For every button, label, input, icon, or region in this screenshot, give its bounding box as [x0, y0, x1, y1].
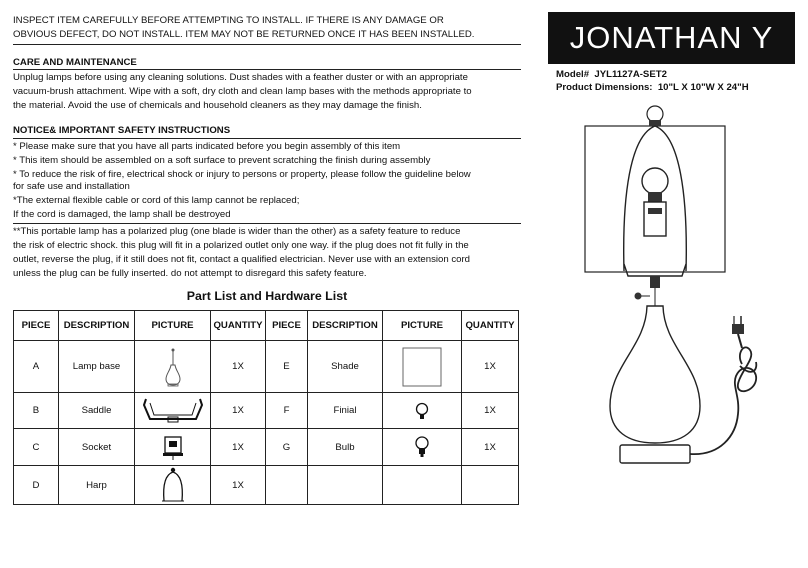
care-line: Unplug lamps before using any cleaning solutions. Dust shades with a feather duster or with an appropriate: [13, 72, 468, 83]
care-line: vacuum-brush attachment. Wipe with a soft, dry cloth and clean lamp bases with the methods appropriate to: [13, 86, 472, 97]
quantity-cell: 1X: [462, 393, 519, 429]
quantity-cell: 1X: [211, 429, 266, 466]
picture-cell: [383, 429, 462, 466]
column-header: PIECE: [14, 311, 59, 341]
harp-icon: [158, 467, 188, 503]
description-cell: Bulb: [308, 429, 383, 466]
column-header: DESCRIPTION: [308, 311, 383, 341]
piece-cell: D: [14, 466, 59, 505]
column-header: QUANTITY: [211, 311, 266, 341]
quantity-cell: 1X: [462, 429, 519, 466]
saddle-icon: [142, 397, 204, 425]
column-header: DESCRIPTION: [59, 311, 135, 341]
piece-cell: G: [266, 429, 308, 466]
picture-cell: [383, 466, 462, 505]
shade-icon: [402, 347, 442, 387]
safety-line: * This item should be assembled on a soft surface to prevent scratching the finish during assembly: [13, 155, 431, 166]
description-cell: Harp: [59, 466, 135, 505]
piece-cell: F: [266, 393, 308, 429]
dimensions-label: Product Dimensions:: [556, 82, 653, 93]
quantity-cell: 1X: [211, 466, 266, 505]
socket-icon: [160, 434, 186, 460]
table-row: [14, 341, 519, 393]
safety-line: * To reduce the risk of fire, electrical shock or injury to persons or property, please follow the guideline below: [13, 169, 471, 180]
safety-line: If the cord is damaged, the lamp shall be destroyed: [13, 209, 231, 220]
safety-line: for safe use and installation: [13, 181, 130, 192]
care-line: the material. Avoid the use of chemicals and household cleaners as they may damage the finish.: [13, 100, 422, 111]
divider: [13, 223, 521, 224]
piece-cell: A: [14, 341, 59, 393]
table-header-row: [14, 311, 519, 341]
quantity-cell: 1X: [211, 393, 266, 429]
picture-cell: [135, 393, 211, 429]
parts-table: [13, 310, 519, 505]
lamp-base-icon: [163, 347, 183, 387]
column-header: PIECE: [266, 311, 308, 341]
picture-cell: [135, 429, 211, 466]
model-number: JYL1127A-SET2: [594, 69, 667, 80]
dimensions-line: [556, 81, 749, 94]
plug-line: the risk of electric shock. this plug will fit in a polarized outlet only one way. if the plug does not fit fully in the: [13, 240, 469, 251]
description-cell: Lamp base: [59, 341, 135, 393]
safety-heading: NOTICE& IMPORTANT SAFETY INSTRUCTIONS: [13, 125, 231, 136]
description-cell: Finial: [308, 393, 383, 429]
description-cell: [308, 466, 383, 505]
brand-logo: JONATHAN Y: [548, 12, 795, 64]
plug-line: unless the plug can be fully inserted. do not attempt to disregard this safety feature.: [13, 268, 367, 279]
divider: [13, 138, 521, 139]
divider: [13, 69, 521, 70]
quantity-cell: 1X: [211, 341, 266, 393]
notice-line-2: OBVIOUS DEFECT, DO NOT INSTALL. ITEM MAY NOT BE RETURNED ONCE IT HAS BEEN INSTALLED.: [13, 29, 475, 40]
description-cell: Socket: [59, 429, 135, 466]
finial-icon: [414, 402, 430, 420]
divider: [13, 44, 521, 45]
column-header: PICTURE: [383, 311, 462, 341]
quantity-cell: [462, 466, 519, 505]
bulb-icon: [414, 436, 430, 458]
picture-cell: [135, 341, 211, 393]
column-header: QUANTITY: [462, 311, 519, 341]
piece-cell: E: [266, 341, 308, 393]
table-row: [14, 429, 519, 466]
dimensions-value: 10"L X 10"W X 24"H: [657, 82, 749, 93]
model-line: [556, 68, 667, 81]
description-cell: Shade: [308, 341, 383, 393]
picture-cell: [383, 341, 462, 393]
quantity-cell: 1X: [462, 341, 519, 393]
column-header: PICTURE: [135, 311, 211, 341]
parts-title: Part List and Hardware List: [186, 289, 348, 303]
picture-cell: [383, 393, 462, 429]
piece-cell: C: [14, 429, 59, 466]
notice-line-1: INSPECT ITEM CAREFULLY BEFORE ATTEMPTING TO INSTALL. IF THERE IS ANY DAMAGE OR: [13, 15, 444, 26]
lamp-assembly-illustration: [560, 96, 770, 466]
description-cell: Saddle: [59, 393, 135, 429]
safety-line: *The external flexible cable or cord of this lamp cannot be replaced;: [13, 195, 300, 206]
plug-line: **This portable lamp has a polarized plug (one blade is wider than the other) as a safety feature to reduce: [13, 226, 461, 237]
safety-line: * Please make sure that you have all parts indicated before you begin assembly of this item: [13, 141, 401, 152]
picture-cell: [135, 466, 211, 505]
model-label: Model#: [556, 69, 590, 80]
table-row: [14, 393, 519, 429]
table-row: [14, 466, 519, 505]
care-heading: CARE AND MAINTENANCE: [13, 57, 137, 68]
plug-line: outlet, reverse the plug, if it still does not fit, contact a qualified electrician. Never use with an extension cord: [13, 254, 471, 265]
piece-cell: [266, 466, 308, 505]
piece-cell: B: [14, 393, 59, 429]
